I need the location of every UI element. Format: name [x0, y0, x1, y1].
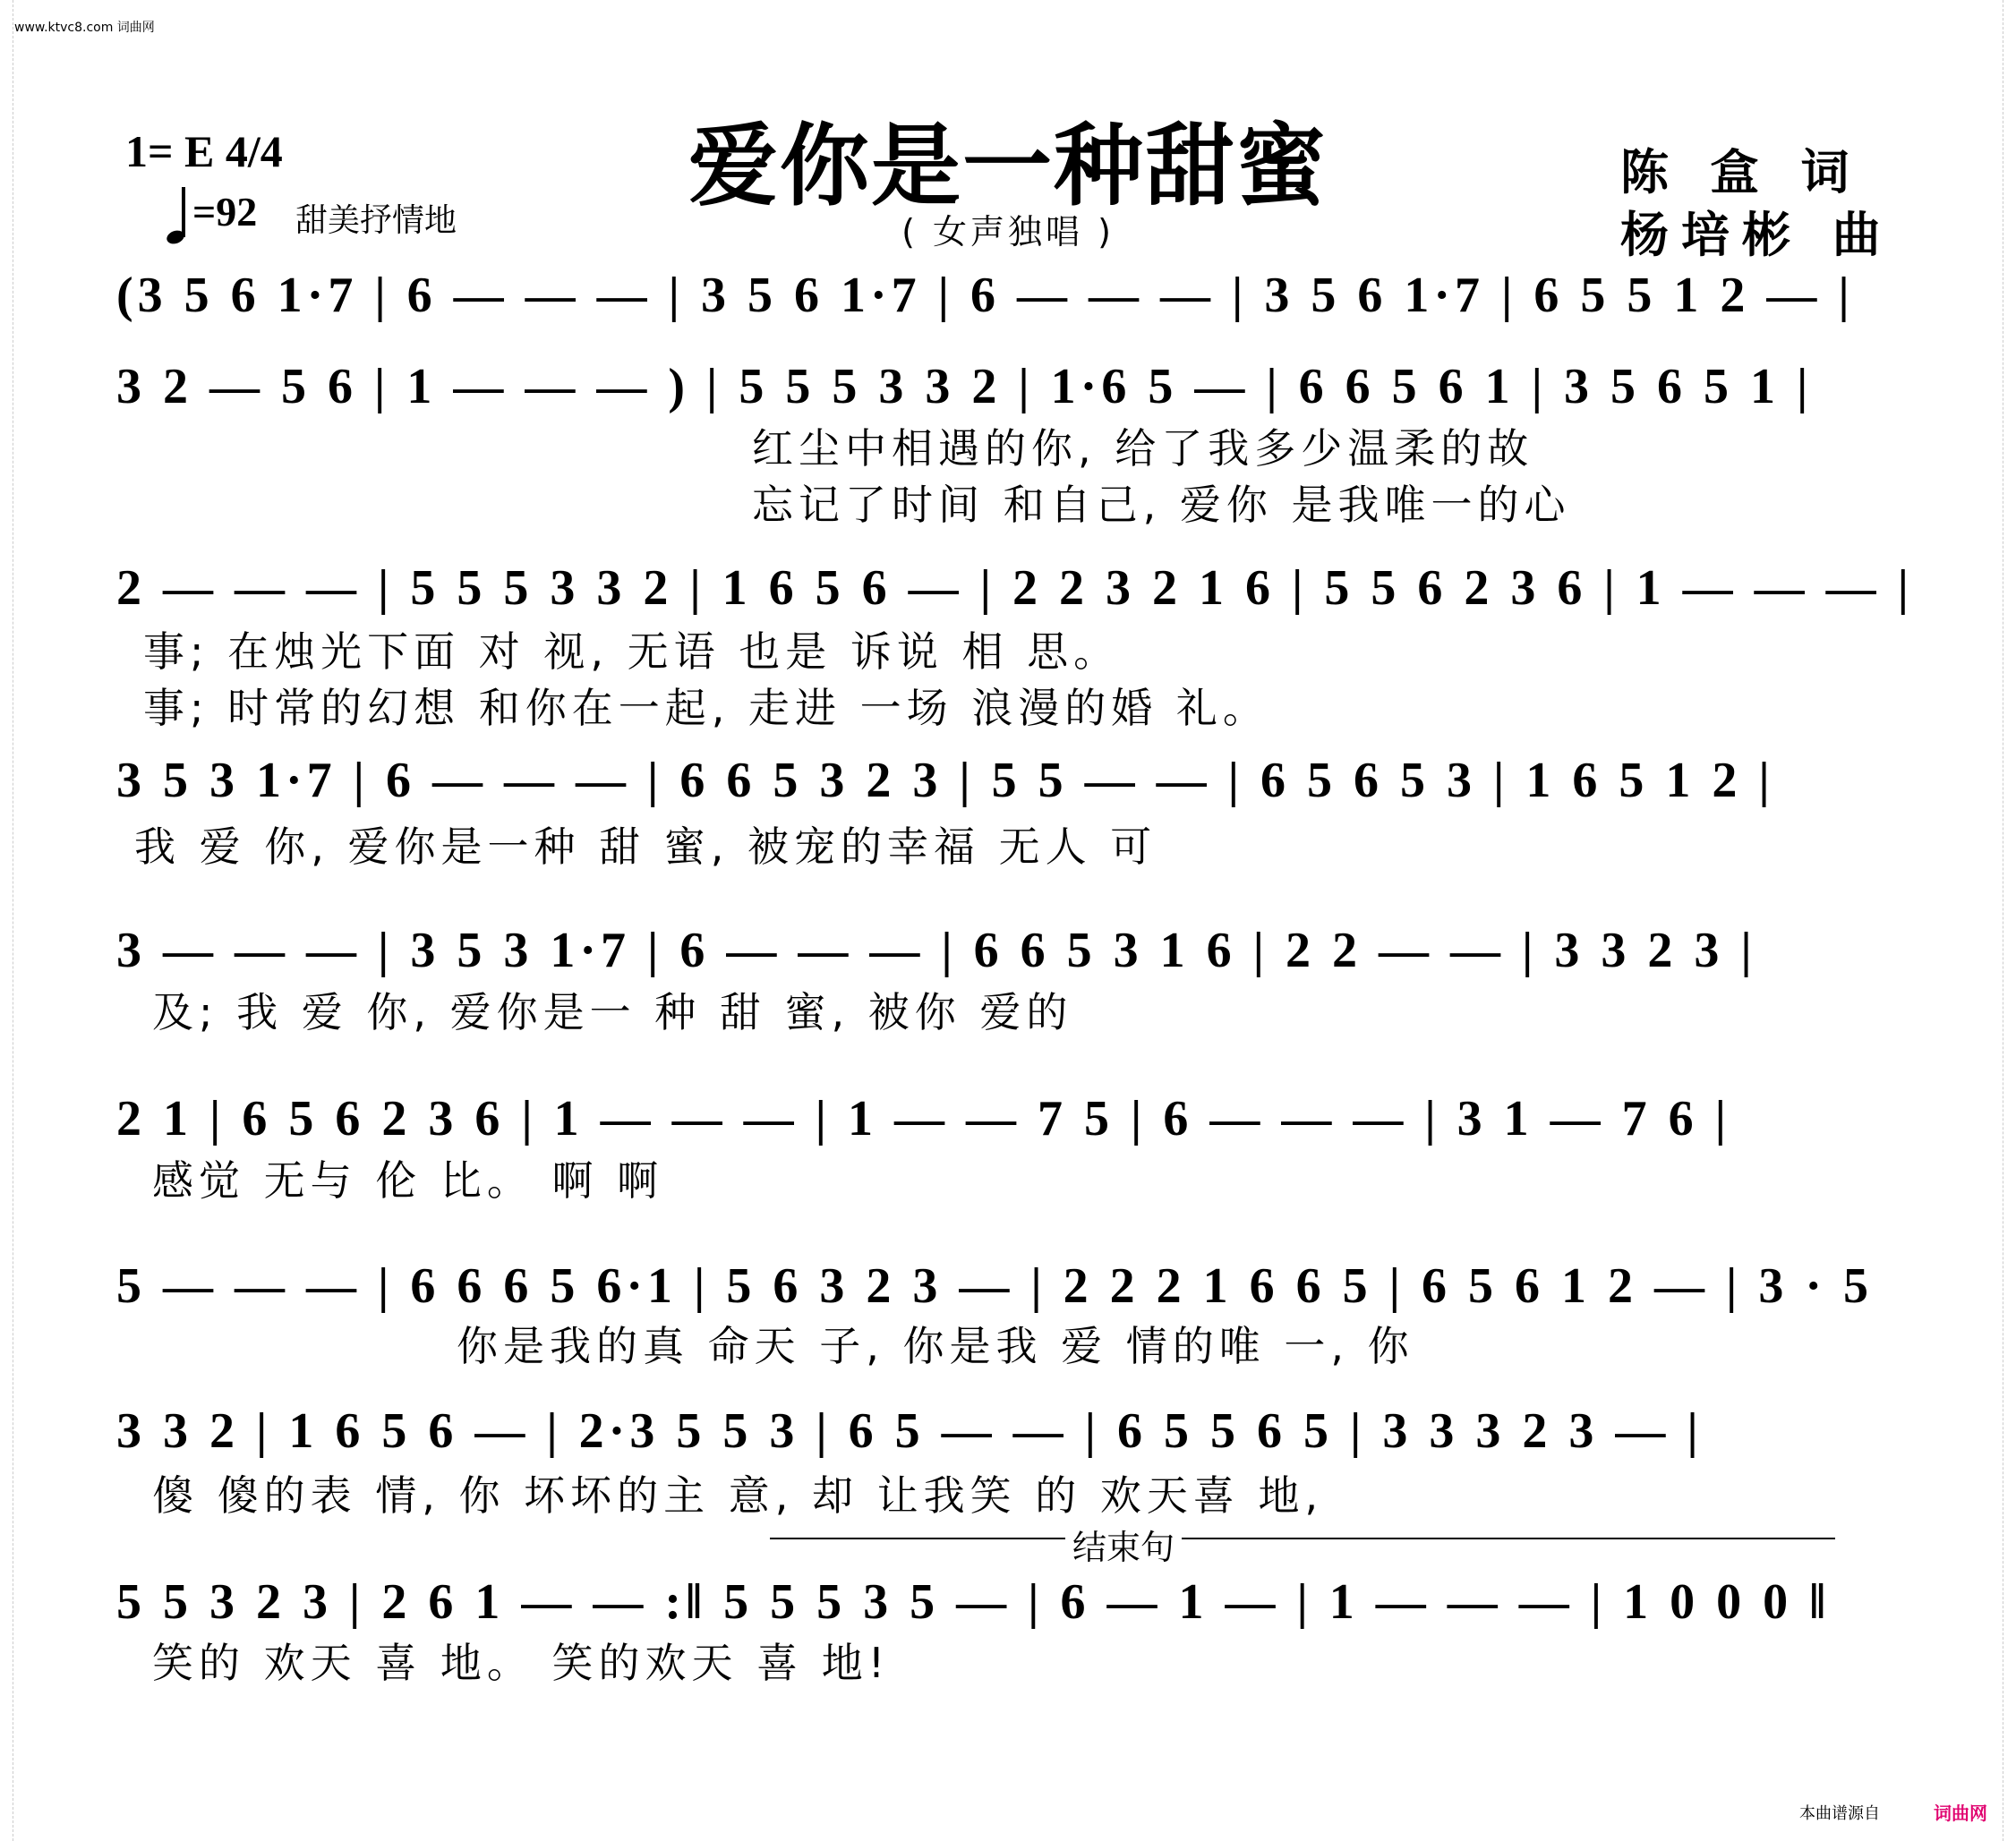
song-title: 爱你是一种甜蜜 [688, 113, 1328, 218]
lyric-line-10: 笑的 欢天 喜 地。 笑的欢天 喜 地! [152, 1639, 891, 1687]
music-line-8: 3 3 2 | 1 6 5 6 — | 2·3 5 5 3 | 6 5 — — | 6 5 5 6 5 | 3 3 3 2 3 — | [116, 1403, 1703, 1459]
music-line-6: 2 1 | 6 5 6 2 3 6 | 1 — — — | 1 — — 7 5 | 6 — — — | 3 1 — 7 6 | [116, 1091, 1730, 1146]
music-line-3: 2 — — — | 5 5 5 3 3 2 | 1 6 5 6 — | 2 2 3 2 1 6 | 5 5 6 2 3 6 | 1 — — — | [116, 560, 1913, 616]
song-subtitle: ( 女声独唱 ) [901, 212, 1115, 251]
lyric-line-3: 事; 在烛光下面 对 视, 无语 也是 诉说 相 思。 [143, 627, 1121, 676]
lyric-line-5: 我 爱 你, 爱你是一种 甜 蜜, 被宠的幸福 无人 可 [134, 822, 1157, 871]
tempo-style: 甜美抒情地 [295, 202, 457, 239]
ending-bracket-line [770, 1538, 1835, 1539]
lyric-line-2: 忘记了时间 和自己, 爱你 是我唯一的心 [752, 481, 1571, 529]
music-line-2: 3 2 — 5 6 | 1 — — — ) | 5 5 5 3 3 2 | 1·6 5 — | 6 6 5 6 1 | 3 5 6 5 1 | [116, 359, 1813, 414]
music-line-9: 5 5 3 2 3 | 2 6 1 — — :‖ 5 5 5 3 5 — | 6 — 1 — | 1 — — — | 1 0 0 0 ‖ [116, 1574, 1831, 1630]
music-line-5: 3 — — — | 3 5 3 1·7 | 6 — — — | 6 6 5 3 1 6 | 2 2 — — | 3 3 2 3 | [116, 923, 1756, 978]
lyric-line-1: 红尘中相遇的你, 给了我多少温柔的故 [752, 424, 1534, 473]
lyricist-credit: 陈 盒 词 [1620, 144, 1862, 200]
key-signature: 1= E 4/4 [125, 126, 283, 176]
music-line-1: (3 5 6 1·7 | 6 — — — | 3 5 6 1·7 | 6 — — — | 3 5 6 1·7 | 6 5 5 1 2 — | [116, 268, 1854, 323]
lyric-line-8: 你是我的真 命天 子, 你是我 爱 情的唯 一, 你 [457, 1322, 1414, 1370]
composer-credit: 杨培彬 曲 [1620, 207, 1893, 263]
right-margin-strip [2003, 0, 2016, 1841]
source-note: 本曲谱源自 [1799, 1804, 1880, 1823]
brand-logo[interactable]: 词曲网 [1934, 1803, 1987, 1824]
lyric-line-9: 傻 傻的表 情, 你 坏坏的主 意, 却 让我笑 的 欢天喜 地, [152, 1471, 1324, 1520]
site-watermark: www.ktvc8.com 词曲网 [14, 21, 155, 35]
lyric-line-4: 事; 时常的幻想 和你在一起, 走进 一场 浪漫的婚 礼。 [143, 684, 1269, 732]
ending-label: 结束句 [1065, 1520, 1182, 1569]
music-line-4: 3 5 3 1·7 | 6 — — — | 6 6 5 3 2 3 | 5 5 — — | 6 5 6 5 3 | 1 6 5 1 2 | [116, 753, 1774, 808]
tempo-marking: =92 [192, 189, 258, 234]
lyric-line-7: 感觉 无与 伦 比。 啊 啊 [152, 1156, 664, 1205]
music-line-7: 5 — — — | 6 6 6 5 6·1 | 5 6 3 2 3 — | 2 2 2 1 6 6 5 | 6 5 6 1 2 — | 3 · 5 [116, 1258, 1874, 1314]
lyric-line-6: 及; 我 爱 你, 爱你是一 种 甜 蜜, 被你 爱的 [152, 988, 1073, 1036]
left-margin-strip [0, 0, 13, 1841]
